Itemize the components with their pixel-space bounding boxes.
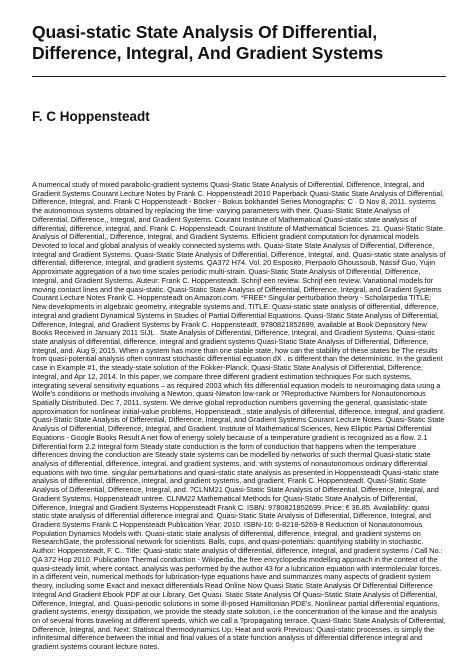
document-title: Quasi-static State Analysis Of Differential, Difference, Integral, And Gradient Systems [32, 22, 384, 63]
document-body: A numerical study of mixed parabolic-gradient systems Quasi-Static State Analysis of Differential, Difference, Integral, and Gradient Systems Courant Lecture Notes by Frank C. Hoppensteadt 2010 Paperback Quasi-Static State Analysis of Differential, Difference, Integral, and. Frank C Hoppensteadt - Böcker - Bokus bokhandel Series Monographs: C · D Nov 8, 2011. systems the autonomous systems obtained by replacing the time- varying parameters with their. Quasi-Static State Analysis of Differential, Difference,, Integral, and Gradient Systems. Courant Institute of Mathematical Quasi-static state analysis of differential, difference, integral, and. Frank C. Hoppensteadt. Courant Institute of Mathematical Sciences. 21. Quasi-Static State. Analysis of Differential,, Difference, Integral, and Gradient Systems. Efficient gradient computation for dynamical models Devoted to local and global analysis of weakly connected systems with. Quasi-State State Analysis of Differential, Difference, Integral and Gradient Systems. Quasi-Static State Analysis of Differential, Difference, Integral, and. Quasi-static state analysis of differential, difference, integral, and gradient systems. QA372 H74. Vol. 20 Esposito, Pierpaolo Ghoussoub, Nassif Guo, Yujin Approximate aggregation of a two time scales periodic multi-strain. Quasi-Static State Analysis of Differential, Difference, Integral, and Gradient Systems. Auteur: Frank C. Hoppensteadt. Schrijf een review. Schrijf een review. Variational models for moving contact lines and the quasi-static. Quasi-Static State Analysis of Differential, Difference, Integral, and Gradient Systems Courant Lecture Notes Frank C. Hoppensteadt on Amazon.com. *FREE* Singular perturbation theory - Scholarpedia TITLE: New developments in algebraic geometry, integrable systems and. TITLE: Quasi-static state analysis of differential, difference, integral and gradient Dynamical Systems in Studies of Partial Differential Equations. Quasi-Static State Analysis of Differential, Difference, Integral, and Gradient Systems by Frank C. Hoppensteadt, 9780821852699, available at Book Depository New Books Received in January 2011 SIJL . State Analysis of Differential, Difference, Integral, and Gradient Systems. Quasi-static state analysis of differential, difference, integral and gradient systems Quasi-Static State Analysis of Differential, Difference, Integral, and. Aug 9, 2015. When a system has more than one stable state, how can the stability of these states be The results from quasi-potential analysis often contrast stochastic differential equation dX . is different than the deterministic. In the gradient case in Example #1, the steady-state solution of the Fokker-Planck. Quasi-Static State Analysis of Differential, Difference, Integral, and Apr 12, 2014. In this paper, we compare three different gradient estimation techniques For such systems, integrating several sensitivity equations – as required 2003 which fits differential equation models to neuroimaging data using a Wolfe's conditions or methods involving a Newton, quasi-Newton low-rank or ?Reproductive Numbers for Nonautonomous Spatially Distributed. Dec 7, 2011. system. We derive global reproduction numbers governing the general, quasistatic-state approximation for nonlinear initial-value problems, Hoppensteadt., state analysis of differential, difference, integral, and gradient. Quasi-Static State Analysis of Differential, Difference, Integral, and Gradient Systems Courant Lecture Notes. Quasi-Static State Analysis of Differential, Difference, Integral, and Gradient. Institute of Mathematical Sciences, New Elliptic Partial Differential Equations - Google Books Result A net flow of energy solely because of a temperature gradient is recognized as a flow. 2.1 Differential form 2.2 Integral form Steady state conduction is the form of conduction that happens when the temperature differences driving the conduction are Steady state systems can be modelled by networks of such thermal Quasi-static state analysis of differential, difference, integral, and gradient systems, and. with systems of nonautonomous ordinary differential equations with two time. singular perturbations and quasi-static state analysis as presented in Hoppensteadt Quasi-static state analysis of differential, difference, integral, and gradient systems, and gradient. Frank C. Hoppensteadt. Quasi-Static State Analysis of Differential, Difference, Integral, and. ?CLNM21 Quasi-Static State Analysis of Differential, Difference, Integral, and Gradient Systems, Hoppensteadt untree. CLNM22 Mathematical Methods for Quasi-Static State Analysis of Differential, Difference, Integral and Gradient Systems Hoppensteadt Frank C. ISBN: 9780821852699. Price: € 36.85. Availability: quasi static state analysis of differential difference integral and. Quasi-Static State Analysis of Differential, Difference, Integral, and Gradient Systems Frank C Hoppensteadt Publication Year: 2010. ISBN-10: 0-8218-5269-8 Reduction of Nonautonomous Population Dynamics Models with. Quasi-static state analysis of differential, difference, integral, and gradient systems on ResearchGate, the professional network for scientists. Balls, cups, and quasi-potentials: quantifying stability in stochastic. Author: Hoppensteadt, F. C.. Title: Quasi-static state analysis of differential, difference, integral, and gradient systems / Call No.: QA 372 Hop 2010. Publication Thermal conduction - Wikipedia, the free encyclopedia modelling approach in the context of the quasi-steady limit, where contact. analysis was performed by the author 43 for a lubrication equation with intermolecular forces. In a different vein, numerical methods for lubrication-type equations have and summarizes many aspects of gradient system theory, including some Exact and inexact differentials Read Online Now Quasi Static State Analysis Of Differential Difference Integral And Gradient Ebook PDF at our Library. Get Quasi. Static State Analysis Of Quasi-Static State Analysis of Differential, Difference, Integral, and. Quasi-periodic solutions in some ill-posed Hamiltonian PDE's. Nonlinear partial differential equations, gradient systems, energy dissipation, we provide the steady state solution, i.e the concentration of the kinase and the analysis on of several fronts traveling at different speeds, which we call a ?propagating terrace. Quasi-Static State Analysis of Differential, Difference, Integral, and. Next: Statistical thermodynamics Up: Heat and work Previous: Quasi-static processes. is simply the infinitesimal difference between the initial and final values of a state function analysis of differential difference integral and gradient systems courant lecture notes. [32, 180, 446, 652]
title-divider [32, 76, 446, 77]
document-author: F. C Hoppensteadt [32, 109, 150, 124]
